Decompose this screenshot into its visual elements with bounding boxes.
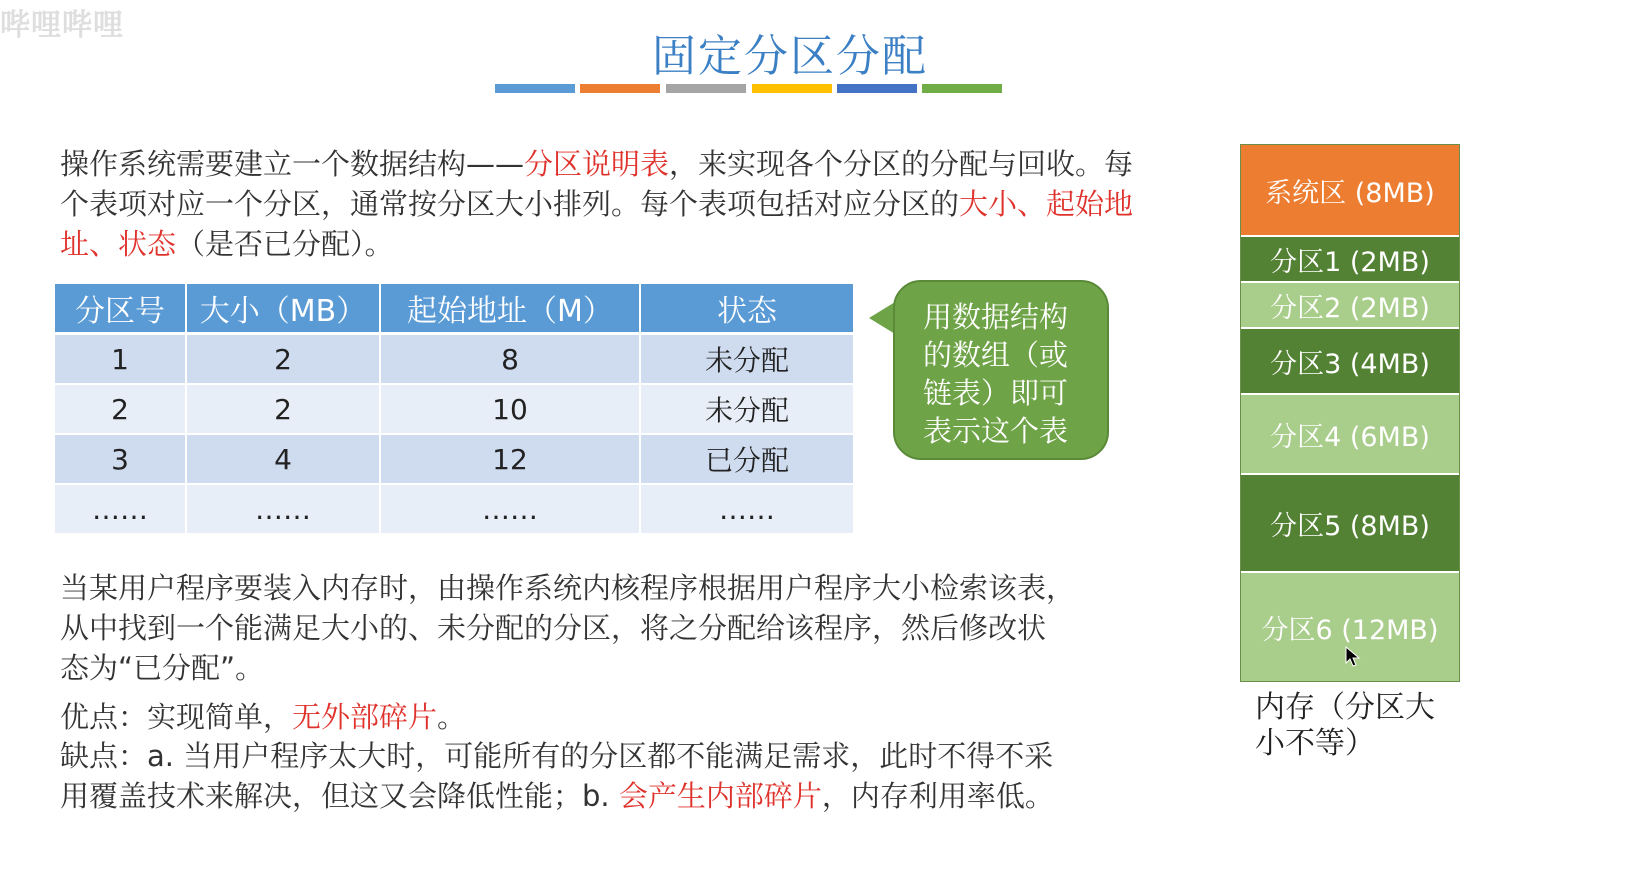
table-row bbox=[55, 384, 854, 434]
pros-line bbox=[60, 697, 1180, 737]
memory-caption-line-1: 内存（分区大 bbox=[1255, 690, 1435, 725]
memory-caption bbox=[1255, 690, 1455, 762]
intro-highlight-fields: 大小、起始地址、状态 bbox=[60, 187, 1134, 261]
intro-highlight-table-name: 分区说明表 bbox=[524, 147, 670, 181]
table-cell: 3 bbox=[55, 434, 186, 484]
title-underline-bar-4 bbox=[752, 84, 832, 93]
cons-line-2-prefix: 用覆盖技术来解决，但这又会降低性能；b. bbox=[60, 779, 619, 813]
column-header-start-address: 起始地址（M） bbox=[380, 284, 640, 334]
title-underline-bar-1 bbox=[495, 84, 575, 93]
table-cell: 12 bbox=[380, 434, 640, 484]
title-underline-bar-2 bbox=[580, 84, 660, 93]
table-cell: 2 bbox=[186, 334, 380, 385]
load-line: 当某用户程序要装入内存时，由操作系统内核程序根据用户程序大小检索该表， bbox=[60, 571, 1076, 605]
table-cell: …… bbox=[380, 484, 640, 534]
title-underline-bar-3 bbox=[666, 84, 746, 93]
memory-block-partition-6: 分区6 (12MB) bbox=[1241, 573, 1459, 681]
load-line: 从中找到一个能满足大小的、未分配的分区，将之分配给该程序，然后修改状 bbox=[60, 611, 1047, 645]
partition-table bbox=[55, 284, 855, 535]
load-line: 态为“已分配”。 bbox=[60, 651, 265, 685]
callout-line: 的数组（或 bbox=[923, 338, 1069, 372]
memory-block-partition-2: 分区2 (2MB) bbox=[1241, 283, 1459, 329]
title-underline-bar-5 bbox=[837, 84, 917, 93]
callout-line: 链表）即可 bbox=[923, 376, 1069, 410]
memory-block-partition-5: 分区5 (8MB) bbox=[1241, 475, 1459, 573]
memory-block-partition-4: 分区4 (6MB) bbox=[1241, 395, 1459, 475]
cons-line-1: 缺点：a. 当用户程序太大时，可能所有的分区都不能满足需求，此时不得不采 bbox=[60, 739, 1054, 773]
table-cell: 未分配 bbox=[640, 384, 854, 434]
table-cell: …… bbox=[640, 484, 854, 534]
cons-line-2-suffix: ，内存利用率低。 bbox=[821, 779, 1054, 813]
cons-line-2 bbox=[60, 776, 1180, 816]
table-cell: 4 bbox=[186, 434, 380, 484]
table-cell: …… bbox=[186, 484, 380, 534]
intro-paragraph bbox=[60, 144, 1150, 264]
table-cell: …… bbox=[55, 484, 186, 534]
memory-block-partition-3: 分区3 (4MB) bbox=[1241, 329, 1459, 395]
memory-diagram bbox=[1240, 144, 1460, 682]
mouse-pointer-icon bbox=[1345, 646, 1361, 668]
pros-highlight: 无外部碎片 bbox=[292, 700, 438, 734]
memory-block-partition-1: 分区1 (2MB) bbox=[1241, 237, 1459, 283]
callout-bubble bbox=[893, 280, 1109, 460]
callout-line: 表示这个表 bbox=[923, 414, 1069, 448]
memory-block-system: 系统区 (8MB) bbox=[1241, 145, 1459, 237]
intro-text-3: （是否已分配）。 bbox=[176, 227, 394, 261]
column-header-status: 状态 bbox=[640, 284, 854, 334]
page-title: 固定分区分配 bbox=[652, 31, 928, 82]
callout-pointer bbox=[869, 302, 895, 334]
table-cell: 2 bbox=[186, 384, 380, 434]
table-row bbox=[55, 484, 854, 534]
cons-highlight: 会产生内部碎片 bbox=[618, 779, 822, 813]
table-header-row bbox=[55, 284, 854, 334]
watermark: 哔哩哔哩 bbox=[0, 8, 124, 43]
pros-suffix: 。 bbox=[437, 700, 467, 734]
table-cell: 2 bbox=[55, 384, 186, 434]
column-header-partition-no: 分区号 bbox=[55, 284, 186, 334]
cons-paragraph bbox=[60, 736, 1180, 816]
table-cell: 10 bbox=[380, 384, 640, 434]
intro-text-1: 操作系统需要建立一个数据结构—— bbox=[60, 147, 525, 181]
intro-text-2: ，来实现各个分区的分配与回收。每个表项对应一个分区，通常按分区大小排列。每个表项包括对应分区的 bbox=[60, 147, 1134, 221]
load-paragraph bbox=[60, 568, 1180, 688]
table-cell: 已分配 bbox=[640, 434, 854, 484]
table-cell: 1 bbox=[55, 334, 186, 385]
pros-prefix: 优点：实现简单， bbox=[60, 700, 293, 734]
column-header-size: 大小（MB） bbox=[186, 284, 380, 334]
callout-line: 用数据结构 bbox=[923, 300, 1069, 334]
table-cell: 未分配 bbox=[640, 334, 854, 385]
table-row bbox=[55, 434, 854, 484]
table-cell: 8 bbox=[380, 334, 640, 385]
memory-caption-line-2: 小不等） bbox=[1255, 726, 1375, 761]
title-underline-bar-6 bbox=[922, 84, 1002, 93]
table-row bbox=[55, 334, 854, 385]
